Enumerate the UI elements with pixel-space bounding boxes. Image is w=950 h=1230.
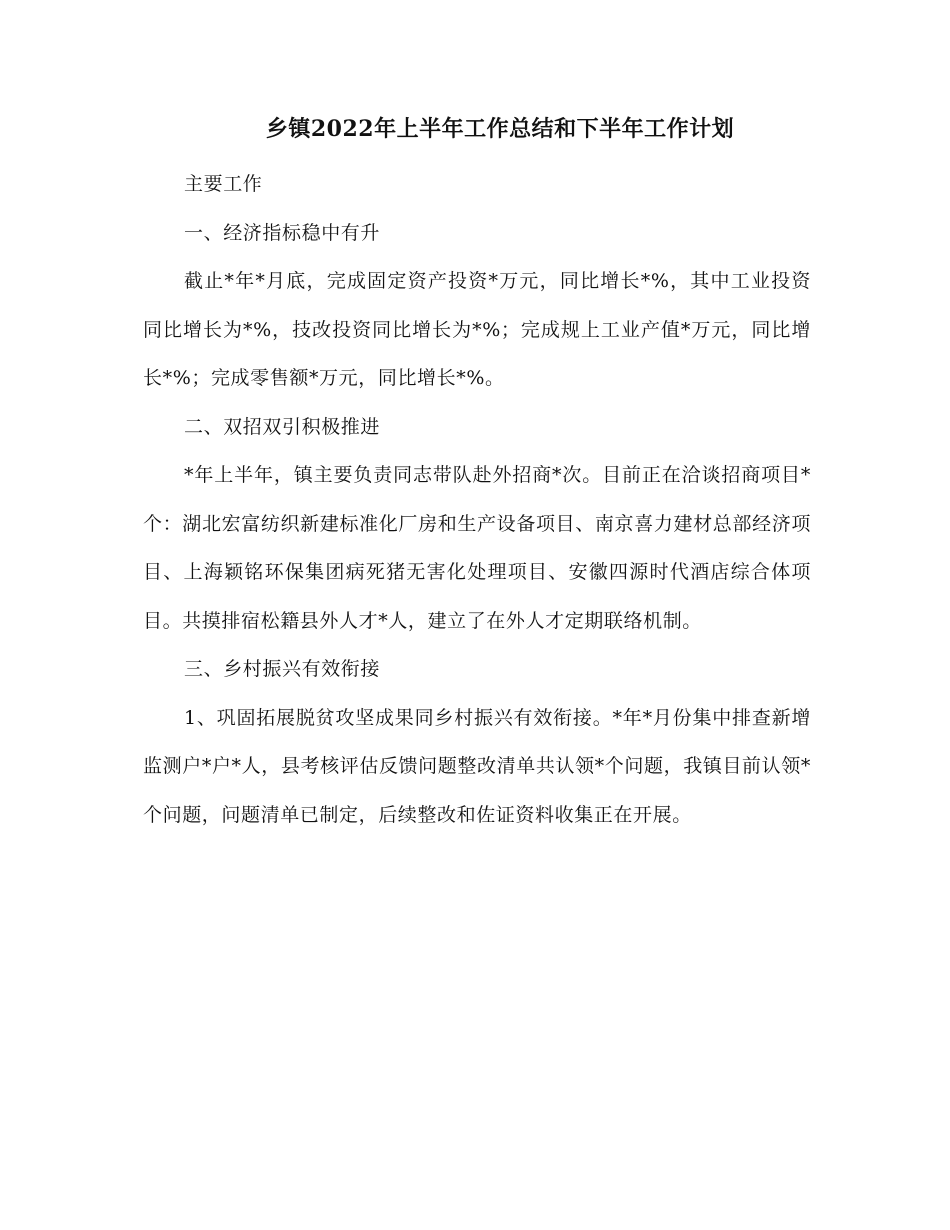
paragraph-rural: 1、巩固拓展脱贫攻坚成果同乡村振兴有效衔接。*年*月份集中排查新增监测户*户*人，县考核评估反馈问题整改清单共认领*个问题，我镇目前认领*个问题，问题清单已制定，后续整改和佐证资料收集正在开展。 (143, 706, 811, 826)
section-heading-investment: 二、双招双引积极推进 (184, 415, 381, 438)
paragraph-economy: 截止*年*月底，完成固定资产投资*万元，同比增长*%，其中工业投资同比增长为*%，技改投资同比增长为*%；完成规上工业产值*万元，同比增长*%；完成零售额*万元，同比增长*%。 (143, 270, 811, 389)
document-title: 乡镇2022年上半年工作总结和下半年工作计划 (265, 116, 735, 142)
section-heading-main-work: 主要工作 (184, 173, 263, 195)
section-heading-economy: 一、经济指标稳中有升 (184, 221, 381, 244)
document-body (143, 160, 811, 839)
section-heading-rural: 三、乡村振兴有效衔接 (184, 658, 381, 680)
paragraph-investment: *年上半年，镇主要负责同志带队赴外招商*次。目前正在洽谈招商项目*个：湖北宏富纺织新建标准化厂房和生产设备项目、南京喜力建材总部经济项目、上海颖铭环保集团病死猪无害化处理项目、安徽四源时代酒店综合体项目。共摸排宿松籍县外人才*人，建立了在外人才定期联络机制。 (143, 464, 811, 632)
